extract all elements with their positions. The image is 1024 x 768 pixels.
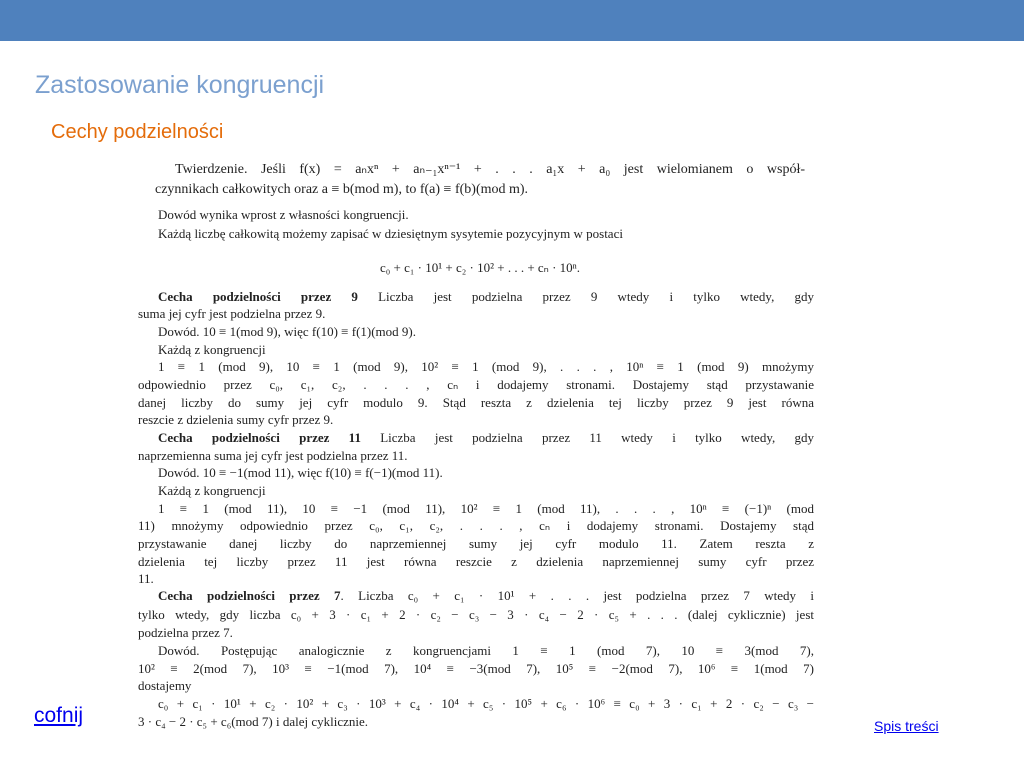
doc-line: przystawanie danej liczby do naprzemiennej sumy jej cyfr modulo 11. Zatem reszta z [138, 536, 814, 551]
doc-line: Dowód wynika wprost z własności kongruencji. [158, 207, 409, 222]
doc-line: Dowód. 10 ≡ −1(mod 11), więc f(10) ≡ f(−1)(mod 11). [158, 465, 443, 480]
slide-title: Zastosowanie kongruencji [35, 71, 325, 99]
doc-line: reszcie z dzielenia sumy cyfr przez 9. [138, 412, 334, 427]
rule-9-line-1 [158, 289, 814, 304]
doc-line: naprzemienna suma jej cyfr jest podzielna przez 11. [138, 448, 408, 463]
doc-line: danej liczby do sumy jej cyfr modulo 9. Stąd reszta z dzielenia tej liczby przez 9 jest równa [138, 395, 814, 410]
doc-line: 1 ≡ 1 (mod 11), 10 ≡ −1 (mod 11), 10² ≡ 1 (mod 11), . . . , 10ⁿ ≡ (−1)ⁿ (mod [158, 501, 814, 516]
header-bar [0, 0, 1024, 41]
doc-line: c₀ + c₁ · 10¹ + c₂ · 10² + c₃ · 10³ + c₄ · 10⁴ + c₅ · 10⁵ + c₆ · 10⁶ ≡ c₀ + 3 · c₁ + 2 · c₂ − c₃ − [158, 696, 814, 711]
slide-subtitle: Cechy podzielności [51, 121, 224, 143]
rule-11-line-1 [158, 430, 814, 445]
doc-line: Dowód. Postępując analogicznie z kongruencjami 1 ≡ 1 (mod 7), 10 ≡ 3(mod 7), [158, 643, 814, 658]
doc-line: 10² ≡ 2(mod 7), 10³ ≡ −1(mod 7), 10⁴ ≡ −3(mod 7), 10⁵ ≡ −2(mod 7), 10⁶ ≡ 1(mod 7) [138, 661, 814, 676]
theorem-line-2: czynnikach całkowitych oraz a ≡ b(mod m), to f(a) ≡ f(b)(mod m). [155, 182, 529, 197]
doc-line: podzielna przez 7. [138, 625, 233, 640]
table-of-contents-link[interactable]: Spis treści [874, 718, 939, 734]
positional-formula: c₀ + c₁ · 10¹ + c₂ · 10² + . . . + cₙ · 10ⁿ. [379, 260, 581, 275]
rule-7-heading: Cecha podzielności przez 7 [158, 588, 341, 603]
doc-line: 11. [138, 571, 154, 586]
doc-line: Każdą liczbę całkowitą możemy zapisać w dziesiętnym sysytemie pozycyjnym w postaci [158, 226, 623, 241]
rule-9-heading: Cecha podzielności przez 9 [158, 289, 358, 304]
doc-line: odpowiednio przez c₀, c₁, c₂, . . . , cₙ i dodajemy stronami. Dostajemy stąd przystawanie [138, 377, 814, 392]
doc-line: 1 ≡ 1 (mod 9), 10 ≡ 1 (mod 9), 10² ≡ 1 (mod 9), . . . , 10ⁿ ≡ 1 (mod 9) mnożymy [158, 359, 814, 374]
document-image [120, 155, 840, 735]
rule-11-text: Liczba jest podzielna przez 11 wtedy i tylko wtedy, gdy [380, 430, 814, 445]
doc-line: tylko wtedy, gdy liczba c₀ + 3 · c₁ + 2 · c₂ − c₃ − 3 · c₄ − 2 · c₅ + . . . (dalej cyklicznie) jest [138, 607, 814, 622]
doc-line: suma jej cyfr jest podzielna przez 9. [138, 306, 326, 321]
doc-line: 3 · c₄ − 2 · c₅ + c₆(mod 7) i dalej cyklicznie. [138, 714, 369, 729]
back-link[interactable]: cofnij [34, 704, 84, 727]
rule-11-heading: Cecha podzielności przez 11 [158, 430, 361, 445]
rule-7-text: . Liczba c₀ + c₁ · 10¹ + . . . jest podzielna przez 7 wtedy i [340, 588, 814, 603]
doc-line: dzielenia tej liczby przez 11 jest równa reszcie z dzielenia naprzemiennej sumy cyfr przez [138, 554, 814, 569]
theorem-line-1: Twierdzenie. Jeśli f(x) = aₙxⁿ + aₙ₋₁xⁿ⁻¹ + . . . a₁x + a₀ jest wielomianem o współ- [175, 162, 805, 177]
doc-line: 11) mnożymy odpowiednio przez c₀, c₁, c₂, . . . , cₙ i dodajemy stronami. Dostajemy stąd [138, 518, 814, 533]
doc-line: Każdą z kongruencji [158, 483, 266, 498]
doc-line: Każdą z kongruencji [158, 342, 266, 357]
doc-line: Dowód. 10 ≡ 1(mod 9), więc f(10) ≡ f(1)(mod 9). [158, 324, 416, 339]
doc-line: dostajemy [138, 678, 192, 693]
rule-9-text: Liczba jest podzielna przez 9 wtedy i tylko wtedy, gdy [378, 289, 815, 304]
rule-7-line-1 [158, 588, 814, 603]
